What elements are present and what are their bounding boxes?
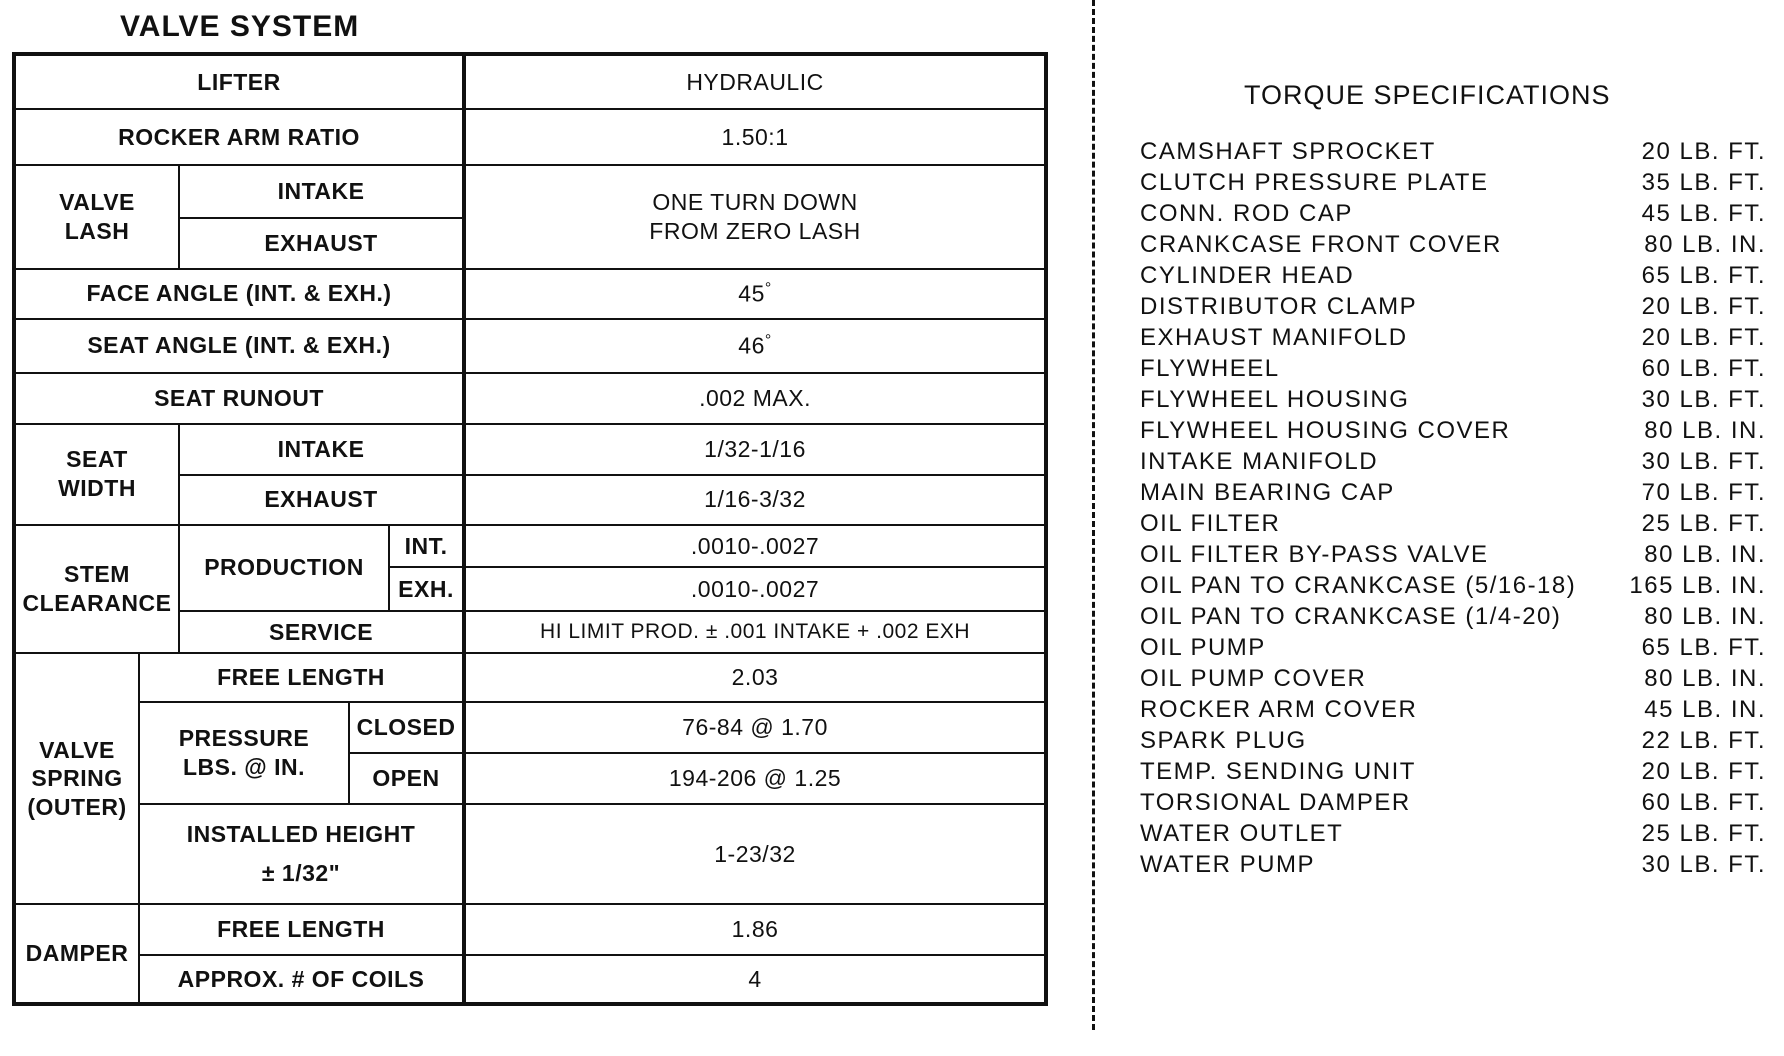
torque-part: TEMP. SENDING UNIT — [1140, 757, 1416, 785]
stem-exh-value: .0010-.0027 — [464, 567, 1046, 611]
seat-width-exhaust-value: 1/16-3/32 — [464, 475, 1046, 525]
stem-int-label: INT. — [389, 525, 464, 568]
list-item — [1140, 725, 1766, 756]
torque-part: MAIN BEARING CAP — [1140, 478, 1395, 506]
torque-spec: 80 LB. IN. — [1644, 540, 1766, 568]
table-row — [14, 702, 1046, 753]
table-row — [14, 804, 1046, 904]
table-row — [14, 424, 1046, 475]
torque-spec: 45 LB. IN. — [1644, 695, 1766, 723]
list-item — [1140, 446, 1766, 477]
valve-spring-label — [14, 653, 139, 904]
stem-service-label: SERVICE — [179, 611, 464, 654]
valve-lash-label-line2: LASH — [64, 217, 130, 244]
torque-list — [1140, 136, 1766, 880]
list-item — [1140, 570, 1766, 601]
damper-coils-label: APPROX. # OF COILS — [139, 955, 464, 1004]
seat-angle-value-cell — [464, 319, 1046, 373]
spring-pressure-label — [139, 702, 349, 804]
installed-height-label — [139, 804, 464, 904]
list-item — [1140, 167, 1766, 198]
seat-width-label-line1: SEAT — [66, 446, 128, 473]
stem-service-value: HI LIMIT PROD. ± .001 INTAKE + .002 EXH — [464, 611, 1046, 654]
seat-runout-label: SEAT RUNOUT — [14, 373, 464, 424]
spring-free-length-value: 2.03 — [464, 653, 1046, 702]
torque-part: OIL PUMP — [1140, 633, 1266, 661]
torque-part: CLUTCH PRESSURE PLATE — [1140, 168, 1489, 196]
torque-spec: 20 LB. FT. — [1641, 757, 1766, 785]
valve-lash-label-line1: VALVE — [59, 188, 135, 215]
torque-part: OIL FILTER — [1140, 509, 1281, 537]
table-row — [14, 373, 1046, 424]
list-item — [1140, 601, 1766, 632]
spring-open-value: 194-206 @ 1.25 — [464, 753, 1046, 804]
torque-part: DISTRIBUTOR CLAMP — [1140, 292, 1418, 320]
list-item — [1140, 229, 1766, 260]
torque-part: CONN. ROD CAP — [1140, 199, 1353, 227]
face-angle-label: FACE ANGLE (INT. & EXH.) — [14, 269, 464, 319]
torque-spec: 30 LB. FT. — [1641, 850, 1766, 878]
spring-free-length-label: FREE LENGTH — [139, 653, 464, 702]
table-row — [14, 319, 1046, 373]
torque-spec: 80 LB. IN. — [1644, 230, 1766, 258]
torque-specifications-title: TORQUE SPECIFICATIONS — [1244, 80, 1611, 110]
torque-part: CYLINDER HEAD — [1140, 261, 1355, 289]
torque-part: WATER PUMP — [1140, 850, 1315, 878]
torque-spec: 25 LB. FT. — [1641, 819, 1766, 847]
list-item — [1140, 477, 1766, 508]
valve-lash-value-line2: FROM ZERO LASH — [649, 217, 861, 244]
list-item — [1140, 787, 1766, 818]
valve-lash-value — [464, 165, 1046, 269]
valve-lash-value-line1: ONE TURN DOWN — [652, 188, 858, 215]
list-item — [1140, 756, 1766, 787]
torque-spec: 60 LB. FT. — [1641, 788, 1766, 816]
torque-spec: 35 LB. FT. — [1641, 168, 1766, 196]
rocker-arm-ratio-value: 1.50:1 — [464, 109, 1046, 164]
torque-spec: 65 LB. FT. — [1641, 633, 1766, 661]
torque-part: FLYWHEEL HOUSING — [1140, 385, 1410, 413]
torque-part: CRANKCASE FRONT COVER — [1140, 230, 1502, 258]
seat-width-label — [14, 424, 179, 525]
list-item — [1140, 849, 1766, 880]
list-item — [1140, 632, 1766, 663]
valve-lash-label — [14, 165, 179, 269]
seat-angle-value: 46 — [738, 332, 765, 359]
torque-part: ROCKER ARM COVER — [1140, 695, 1418, 723]
seat-width-label-line2: WIDTH — [58, 475, 136, 502]
table-row — [14, 955, 1046, 1004]
seat-width-exhaust-label: EXHAUST — [179, 475, 464, 525]
lifter-value: HYDRAULIC — [464, 54, 1046, 109]
installed-height-value: 1-23/32 — [464, 804, 1046, 904]
list-item — [1140, 260, 1766, 291]
stem-production-label: PRODUCTION — [179, 525, 389, 611]
stem-clearance-label-line1: STEM — [64, 561, 130, 588]
table-row — [14, 54, 1046, 109]
torque-part: TORSIONAL DAMPER — [1140, 788, 1411, 816]
torque-part: OIL PUMP COVER — [1140, 664, 1367, 692]
table-row — [14, 904, 1046, 955]
list-item — [1140, 353, 1766, 384]
damper-label: DAMPER — [14, 904, 139, 1004]
spring-pressure-label-line2: LBS. @ IN. — [183, 754, 305, 781]
torque-spec: 70 LB. FT. — [1641, 478, 1766, 506]
list-item — [1140, 322, 1766, 353]
torque-part: INTAKE MANIFOLD — [1140, 447, 1379, 475]
valve-lash-intake-label: INTAKE — [179, 165, 464, 218]
torque-spec: 20 LB. FT. — [1641, 323, 1766, 351]
stem-exh-label: EXH. — [389, 567, 464, 611]
torque-spec: 65 LB. FT. — [1641, 261, 1766, 289]
installed-height-label-line1: INSTALLED HEIGHT — [186, 820, 416, 847]
list-item — [1140, 136, 1766, 167]
torque-part: OIL PAN TO CRANKCASE (1/4-20) — [1140, 602, 1562, 630]
list-item — [1140, 539, 1766, 570]
torque-spec: 20 LB. FT. — [1641, 292, 1766, 320]
table-row — [14, 165, 1046, 218]
torque-spec: 80 LB. IN. — [1644, 664, 1766, 692]
valve-spring-label-line1: VALVE — [39, 736, 115, 763]
torque-spec: 30 LB. FT. — [1641, 385, 1766, 413]
torque-part: OIL FILTER BY-PASS VALVE — [1140, 540, 1489, 568]
torque-spec: 80 LB. IN. — [1644, 602, 1766, 630]
table-row — [14, 269, 1046, 319]
seat-angle-degree: ° — [764, 331, 772, 349]
torque-spec: 60 LB. FT. — [1641, 354, 1766, 382]
damper-free-length-value: 1.86 — [464, 904, 1046, 955]
torque-spec: 165 LB. IN. — [1629, 571, 1766, 599]
seat-width-intake-value: 1/32-1/16 — [464, 424, 1046, 475]
list-item — [1140, 694, 1766, 725]
damper-coils-value: 4 — [464, 955, 1046, 1004]
spring-pressure-label-line1: PRESSURE — [178, 725, 310, 752]
stem-int-value: .0010-.0027 — [464, 525, 1046, 568]
face-angle-degree: ° — [764, 279, 772, 297]
spring-closed-label: CLOSED — [349, 702, 464, 753]
installed-height-label-line2: ± 1/32" — [261, 860, 341, 887]
list-item — [1140, 508, 1766, 539]
table-row — [14, 109, 1046, 164]
seat-angle-label: SEAT ANGLE (INT. & EXH.) — [14, 319, 464, 373]
face-angle-value: 45 — [738, 280, 765, 307]
list-item — [1140, 291, 1766, 322]
spring-open-label: OPEN — [349, 753, 464, 804]
valve-lash-exhaust-label: EXHAUST — [179, 218, 464, 269]
torque-spec: 22 LB. FT. — [1641, 726, 1766, 754]
table-row — [14, 525, 1046, 568]
list-item — [1140, 663, 1766, 694]
valve-spring-label-line3: (OUTER) — [27, 794, 127, 820]
valve-system-title: VALVE SYSTEM — [120, 10, 360, 43]
stem-clearance-label — [14, 525, 179, 654]
torque-spec: 20 LB. FT. — [1641, 137, 1766, 165]
table-row — [14, 653, 1046, 702]
torque-part: SPARK PLUG — [1140, 726, 1307, 754]
torque-part: EXHAUST MANIFOLD — [1140, 323, 1408, 351]
page-divider — [1092, 0, 1095, 1030]
list-item — [1140, 818, 1766, 849]
valve-spring-label-line2: SPRING — [31, 765, 123, 792]
torque-part: OIL PAN TO CRANKCASE (5/16-18) — [1140, 571, 1577, 599]
seat-runout-value: .002 MAX. — [464, 373, 1046, 424]
valve-system-table — [12, 52, 1048, 1006]
torque-spec: 30 LB. FT. — [1641, 447, 1766, 475]
list-item — [1140, 198, 1766, 229]
torque-spec: 45 LB. FT. — [1641, 199, 1766, 227]
lifter-label: LIFTER — [14, 54, 464, 109]
torque-spec: 80 LB. IN. — [1644, 416, 1766, 444]
rocker-arm-ratio-label: ROCKER ARM RATIO — [14, 109, 464, 164]
torque-part: CAMSHAFT SPROCKET — [1140, 137, 1436, 165]
torque-spec: 25 LB. FT. — [1641, 509, 1766, 537]
list-item — [1140, 384, 1766, 415]
spring-closed-value: 76-84 @ 1.70 — [464, 702, 1046, 753]
torque-part: FLYWHEEL — [1140, 354, 1280, 382]
torque-part: FLYWHEEL HOUSING COVER — [1140, 416, 1511, 444]
stem-clearance-label-line2: CLEARANCE — [22, 589, 172, 616]
damper-free-length-label: FREE LENGTH — [139, 904, 464, 955]
face-angle-value-cell — [464, 269, 1046, 319]
list-item — [1140, 415, 1766, 446]
seat-width-intake-label: INTAKE — [179, 424, 464, 475]
torque-part: WATER OUTLET — [1140, 819, 1344, 847]
